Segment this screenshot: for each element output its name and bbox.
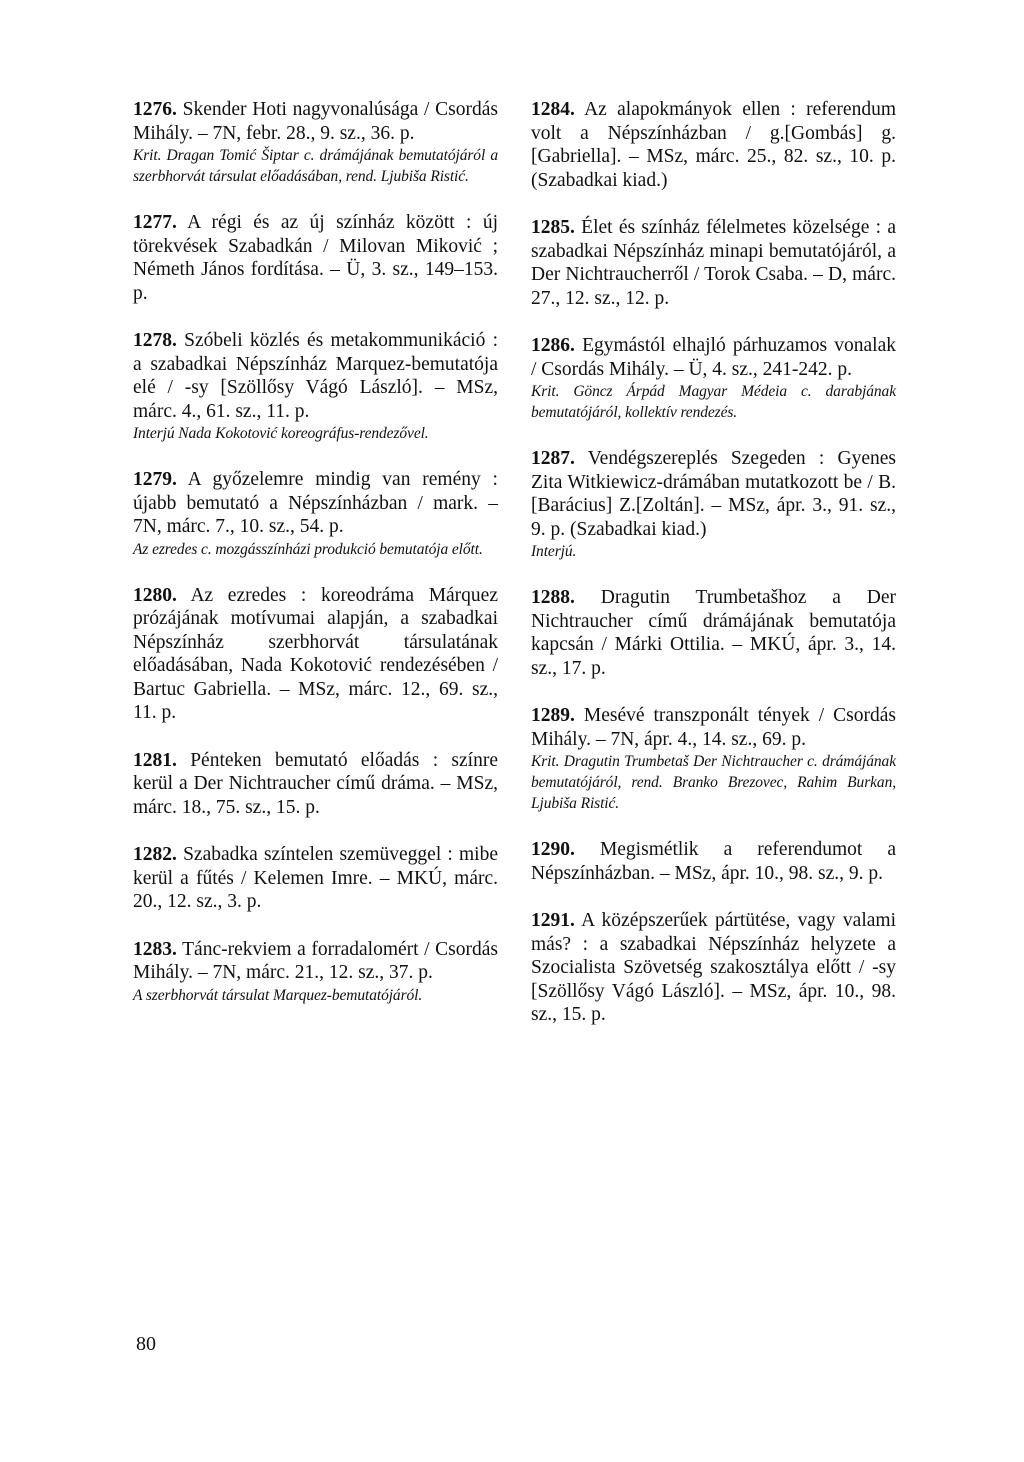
entry-number: 1287. — [531, 448, 575, 469]
page-number: 80 — [136, 1333, 156, 1355]
entry-note: Interjú. — [531, 543, 577, 560]
entry-text: Szabadka színtelen szemüveggel : mibe kerül a fűtés / Kelemen Imre. – MKÚ, márc. 20., 12. sz., 3. p. — [133, 844, 498, 912]
entry-text: Dragutin Trumbetašhoz a Der Nichtraucher című drámájának bemutatója kapcsán / Márki Ottilia. – MKÚ, ápr. 3., 14. sz., 17. p. — [531, 587, 896, 679]
entry-text: Egymástól elhajló párhuzamos vonalak / Csordás Mihály. – Ü, 4. sz., 241-242. p. — [531, 335, 897, 380]
entry-text: A régi és az új színház között : új törekvések Szabadkán / Milovan Miković ; Németh János fordítása. – Ü, 3. sz., 149–153. p. — [133, 212, 498, 304]
entry-1290 — [531, 838, 896, 885]
entry-1276 — [133, 98, 498, 187]
entry-note: A szerbhorvát társulat Marquez-bemutatójáról. — [133, 986, 423, 1004]
entry-number: 1278. — [133, 330, 177, 351]
entry-1288 — [531, 586, 896, 680]
right-column — [531, 98, 896, 1051]
entry-note: Az ezredes c. mozgásszínházi produkció bemutatója előtt. — [133, 540, 483, 558]
entry-number: 1279. — [133, 469, 177, 490]
entry-text: Skender Hoti nagyvonalúsága / Csordás Mihály. – 7N, febr. 28., 9. sz., 36. p. — [133, 99, 498, 144]
entry-note: Krit. Göncz Árpád Magyar Médeia c. darabjának bemutatójáról, kollektív rendezés. — [531, 383, 896, 421]
entry-1286 — [531, 334, 896, 423]
entry-text: A középszerűek pártütése, vagy valami más? : a szabadkai Népszínház helyzete a Szocialista Szövetség szakosztálya előtt / -sy [Szöllősy Vágó László]. – MSz, ápr. 10., 98. sz., 15. p. — [531, 910, 896, 1025]
entry-number: 1286. — [531, 335, 575, 356]
entry-number: 1276. — [133, 99, 177, 120]
entry-note: Krit. Dragutin Trumbetaš Der Nichtraucher c. drámájának bemutatójáról, rend. Branko Brezovec, Rahim Burkan, Ljubiša Ristić. — [531, 753, 896, 812]
entry-note: Interjú Nada Kokotović koreográfus-rendezővel. — [133, 425, 429, 442]
entry-number: 1281. — [133, 749, 177, 771]
entry-text: Vendégszereplés Szegeden : Gyenes Zita Witkiewicz-drámában mutatkozott be / B.[Barácius] Z.[Zoltán]. – MSz, ápr. 3., 91. sz., 9. p. (Szabadkai kiad.) — [531, 448, 896, 540]
entry-note: Krit. Dragan Tomić Šiptar c. drámájának bemutatójáról a szerbhorvát társulat előadásában, rend. Ljubiša Ristić. — [133, 147, 498, 185]
entry-1285 — [531, 216, 896, 310]
entry-1278 — [133, 329, 498, 444]
entry-text: Az alapokmányok ellen : referendum volt a Népszínházban / g.[Gombás] g.[Gabriella]. – MSz, márc. 25., 82. sz., 10. p. (Szabadkai kiad.) — [531, 99, 896, 191]
entry-number: 1288. — [531, 587, 575, 608]
entry-text: Az ezredes : koreodráma Márquez prózájának motívumai alapján, a szabadkai Népszínház szerbhorvát társulatának előadásában, Nada Kokotović rendezésében / Bartuc Gabriella. – MSz, márc. 12., 69. sz., 11. p. — [133, 584, 498, 723]
entry-number: 1284. — [531, 99, 575, 120]
entry-number: 1277. — [133, 212, 177, 233]
entry-number: 1285. — [531, 217, 575, 238]
entry-number: 1290. — [531, 839, 575, 860]
entry-1277 — [133, 211, 498, 305]
entry-text: Megismétlik a referendumot a Népszínházban. – MSz, ápr. 10., 98. sz., 9. p. — [531, 839, 897, 884]
entry-text: Élet és színház félelmetes közelsége : a szabadkai Népszínház minapi bemutatójáról, a Der Nichtraucherről / Torok Csaba. – D, márc. 27., 12. sz., 12. p. — [531, 217, 896, 309]
entry-text: Szóbeli közlés és metakommunikáció : a szabadkai Népszínház Marquez-bemutatója elé / -sy [Szöllősy Vágó László]. – MSz, márc. 4., 61. sz., 11. p. — [133, 330, 498, 422]
entry-1283 — [133, 938, 498, 1006]
entry-number: 1289. — [531, 705, 575, 726]
entry-number: 1291. — [531, 910, 575, 931]
entry-1287 — [531, 447, 896, 562]
entry-text: Pénteken bemutató előadás : színre kerül a Der Nichtraucher című dráma. – MSz, márc. 18., 75. sz., 15. p. — [133, 749, 498, 818]
entry-1289 — [531, 704, 896, 814]
left-column — [133, 98, 498, 1030]
entry-1279 — [133, 468, 498, 560]
entry-text: Mesévé transzponált tények / Csordás Mihály. – 7N, ápr. 4., 14. sz., 69. p. — [531, 705, 897, 750]
entry-1284 — [531, 98, 896, 192]
entry-number: 1283. — [133, 938, 177, 960]
entry-1282 — [133, 843, 498, 914]
entry-number: 1280. — [133, 584, 177, 606]
entry-text: Tánc-rekviem a forradalomért / Csordás Mihály. – 7N, márc. 21., 12. sz., 37. p. — [133, 938, 499, 983]
entry-number: 1282. — [133, 844, 177, 865]
entry-text: A győzelemre mindig van remény : újabb bemutató a Népszínházban / mark. – 7N, márc. 7., 10. sz., 54. p. — [133, 469, 498, 537]
entry-1280 — [133, 584, 498, 725]
entry-1291 — [531, 909, 896, 1027]
entry-1281 — [133, 749, 498, 820]
